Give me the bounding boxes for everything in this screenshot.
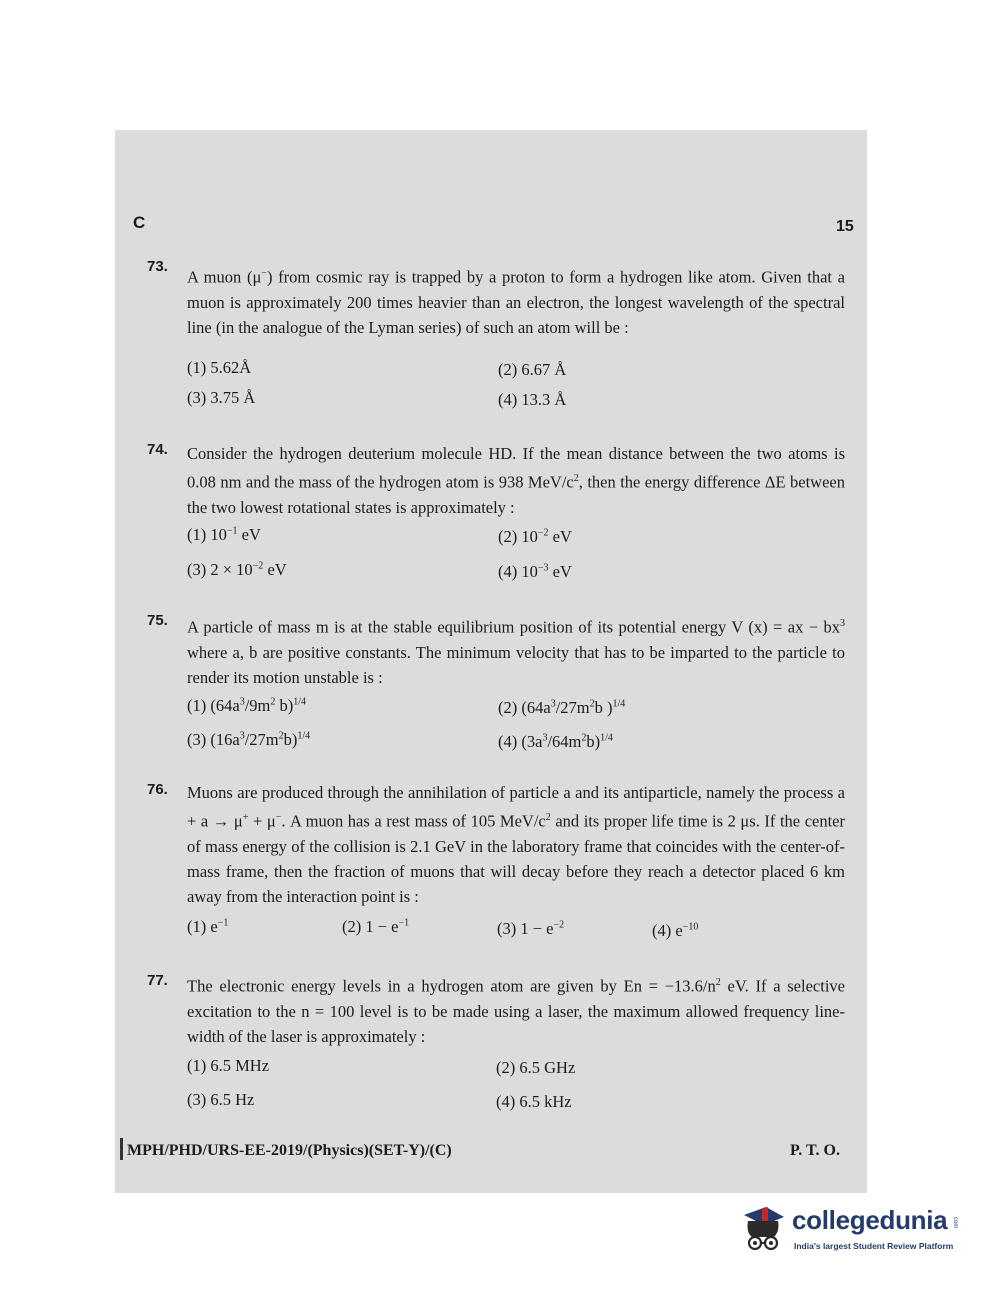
- option-3: (3) $2 \times 10^{-2}$ eV: [187, 560, 287, 579]
- option-2: (2) $1 - e^{-1}$: [342, 917, 410, 936]
- footer-divider: [120, 1138, 123, 1160]
- option-4: (4) $(3a^3/64m^2b)^{1/4}$: [498, 732, 613, 751]
- option-1: (1) 6.5 MHz: [187, 1056, 270, 1075]
- set-letter: C: [133, 213, 146, 232]
- collegedunia-logo: [738, 1203, 963, 1261]
- option-1: (1) ($64a^3/9m^2$ b)$^{1/4}$: [187, 696, 307, 715]
- option-2: (2) ($64a^3/27m^2b$ )$^{1/4}$: [498, 698, 626, 717]
- option-4: (4) $e^{-10}$: [652, 921, 699, 940]
- option-2: (2) 6.67 Å: [498, 360, 567, 379]
- option-3: (3) $(16a^3/27m^2b)^{1/4}$: [187, 730, 311, 749]
- question-text: A muon (μ−) from cosmic ray is trapped by a proton to form a hydrogen like atom. Given that a muon is approximately 200 times heavier than an electron, the longest wavelength of the spectral line (in the analogue of the Lyman series) of such an atom will be :: [187, 267, 845, 337]
- question-text: A particle of mass m is at the stable equilibrium position of its potential energy V (x) = ax − $bx^3$ where a, b are positive constants. The minimum velocity that has to be imparted to the particle to render its motion unstable is :: [187, 617, 845, 687]
- question-number: 73.: [147, 258, 168, 275]
- option-3: (3) 6.5 Hz: [187, 1090, 255, 1109]
- brand-tagline: India's largest Student Review Platform: [794, 1241, 954, 1251]
- option-2: (2) $10^{-2}$ eV: [498, 527, 572, 546]
- option-4: (4) 6.5 kHz: [496, 1092, 572, 1111]
- graduate-mascot-icon: [738, 1203, 788, 1255]
- question-number: 77.: [147, 972, 168, 989]
- option-4: (4) 13.3 Å: [498, 390, 567, 409]
- option-1: (1) $10^{-1}$ eV: [187, 525, 261, 544]
- please-turn-over: P. T. O.: [790, 1142, 840, 1159]
- footer-code: MPH/PHD/URS-EE-2019/(Physics)(SET-Y)/(C): [127, 1142, 452, 1159]
- option-1: (1) $e^{-1}$: [187, 917, 229, 936]
- question-number: 76.: [147, 781, 168, 798]
- brand-name: collegedunia: [792, 1205, 948, 1235]
- option-2: (2) 6.5 GHz: [496, 1058, 576, 1077]
- question-number: 74.: [147, 441, 168, 458]
- option-1: (1) 5.62Å: [187, 358, 252, 377]
- option-3: (3) $1 - e^{-2}$: [497, 919, 565, 938]
- option-3: (3) 3.75 Å: [187, 388, 256, 407]
- option-4: (4) $10^{-3}$ eV: [498, 562, 572, 581]
- question-text: The electronic energy levels in a hydrogen atom are given by $En = -13.6/n^2$ eV. If a selective excitation to the n = 100 level is to be made using a laser, the maximum allowed frequency line-width of the laser is approximately :: [187, 976, 845, 1046]
- question-text: Muons are produced through the annihilation of particle a and its antiparticle, namely the process a + a → μ+ + μ−. A muon has a rest mass of 105 MeV/$c^2$ and its proper life time is 2 μs. If the center of mass energy of the collision is 2.1 GeV in the laboratory frame that coincides with the center-of-mass frame, then the fraction of muons that will decay before they reach a detector placed 6 km away from the interaction point is :: [187, 783, 846, 906]
- question-number: 75.: [147, 612, 168, 629]
- question-text: Consider the hydrogen deuterium molecule HD. If the mean distance between the two atoms is 0.08 nm and the mass of the hydrogen atom is 938 MeV/$c^2$, then the energy difference ΔE between the two lowest rotational states is approximately :: [187, 444, 845, 517]
- page-number: 15: [836, 218, 854, 235]
- brand-domain: com: [952, 1217, 958, 1229]
